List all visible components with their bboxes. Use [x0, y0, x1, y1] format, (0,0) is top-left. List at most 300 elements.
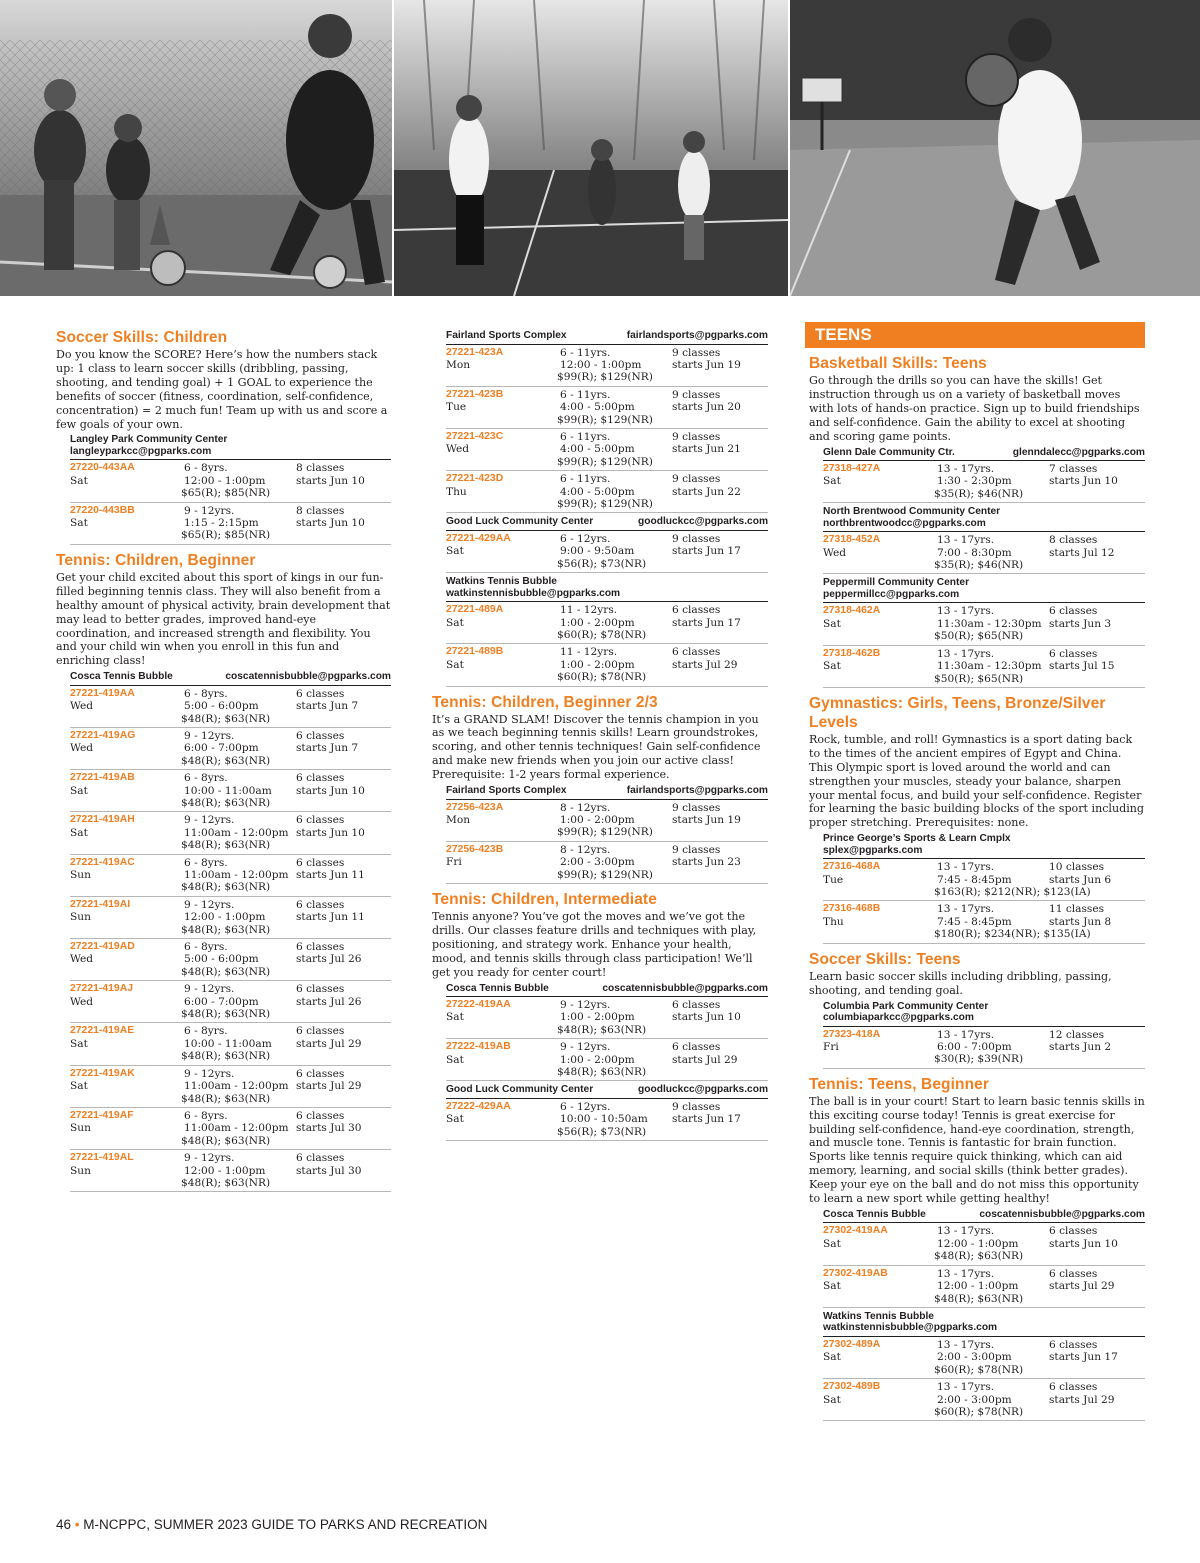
class-listing[interactable] [823, 1379, 1145, 1421]
class-fee: $99(R); $129(NR) [557, 868, 653, 881]
class-fee: $99(R); $129(NR) [557, 413, 653, 426]
section-title: Tennis: Children, Beginner 2/3 [432, 693, 658, 711]
class-code[interactable]: 27221-489B [446, 646, 504, 658]
class-time: 12:00 - 1:00pm [937, 1237, 1019, 1250]
class-spacer [446, 671, 560, 683]
class-fee: $48(R); $63(NR) [181, 1050, 271, 1063]
class-time: 1:00 - 2:00pm [560, 1011, 635, 1024]
class-day: Sat [823, 475, 841, 488]
class-code[interactable]: 27316-468B [823, 903, 881, 915]
section-title: Soccer Skills: Teens [809, 950, 961, 968]
class-listing[interactable] [446, 602, 768, 644]
class-time: 12:00 - 1:00pm [184, 1164, 266, 1177]
class-start: starts Jun 17 [672, 1113, 741, 1126]
class-start: starts Jul 29 [296, 1080, 362, 1093]
class-code[interactable]: 27221-419AG [70, 729, 136, 741]
column-middle [432, 327, 768, 1141]
class-age: 13 - 17yrs. [937, 903, 995, 916]
class-fee: $48(R); $63(NR) [181, 923, 271, 936]
class-count: 6 classes [672, 999, 721, 1012]
class-count: 9 classes [672, 1100, 721, 1113]
section-title: Basketball Skills: Teens [809, 355, 987, 372]
class-time: 10:00 - 11:00am [184, 1037, 272, 1050]
class-age: 13 - 17yrs. [937, 1381, 995, 1394]
class-code[interactable]: 27221-419AC [70, 856, 135, 868]
class-time: 7:45 - 8:45pm [937, 873, 1012, 886]
location-name: Good Luck Community Center [446, 1084, 594, 1096]
photo-strip [0, 0, 1200, 296]
class-listing[interactable] [70, 770, 391, 812]
class-listing[interactable] [70, 855, 391, 897]
location-email[interactable]: goodluckcc@pgparks.com [638, 516, 768, 528]
class-age: 13 - 17yrs. [937, 463, 995, 476]
class-count: 11 classes [1049, 903, 1105, 916]
class-count: 8 classes [296, 462, 345, 475]
class-code[interactable]: 27323-418A [823, 1028, 881, 1040]
class-age: 9 - 12yrs. [184, 504, 235, 517]
class-day: Fri [823, 1040, 839, 1053]
class-fee: $48(R); $63(NR) [557, 1023, 647, 1036]
class-start: starts Jun 10 [296, 784, 365, 797]
class-listing[interactable] [823, 461, 1145, 503]
section-title: Gymnastics: Girls, Teens, Bronze/Silver Levels [809, 694, 1106, 731]
location-header [446, 785, 768, 800]
class-listing[interactable] [70, 460, 391, 502]
class-listing[interactable] [823, 603, 1145, 645]
class-age: 6 - 8yrs. [184, 687, 228, 700]
class-time: 1:30 - 2:30pm [937, 475, 1012, 488]
class-code[interactable]: 27256-423A [446, 801, 504, 813]
column-right [809, 322, 1145, 1421]
class-start: starts Jul 26 [296, 995, 362, 1008]
class-time: 6:00 - 7:00pm [937, 1040, 1012, 1053]
class-age: 6 - 11yrs. [560, 346, 611, 359]
class-listing[interactable] [70, 686, 391, 728]
class-count: 9 classes [672, 532, 721, 545]
class-day: Tue [446, 401, 467, 414]
location-email[interactable]: watkinstennisbubble@pgparks.com [446, 587, 621, 599]
class-start: starts Jun 10 [1049, 475, 1118, 488]
location-header [823, 506, 1145, 532]
class-listing[interactable] [446, 842, 768, 884]
location-header [823, 1001, 1145, 1027]
class-spacer [823, 559, 937, 571]
location-row [446, 983, 768, 995]
class-time: 2:00 - 3:00pm [560, 856, 635, 869]
class-code[interactable]: 27302-419AA [823, 1225, 888, 1237]
class-code[interactable]: 27302-489A [823, 1338, 881, 1350]
class-spacer [70, 713, 184, 725]
class-time: 7:00 - 8:30pm [937, 546, 1012, 559]
class-start: starts Jun 7 [296, 742, 359, 755]
location-email[interactable]: peppermillcc@pgparks.com [823, 588, 960, 600]
class-age: 6 - 8yrs. [184, 856, 228, 869]
class-count: 6 classes [1049, 1381, 1098, 1394]
location-header [446, 516, 768, 531]
location-email[interactable]: fairlandsports@pgparks.com [626, 785, 768, 797]
location-name: Watkins Tennis Bubble [823, 1310, 934, 1322]
class-start: starts Jun 19 [672, 358, 741, 371]
class-code[interactable]: 27222-419AB [446, 1041, 511, 1053]
class-code[interactable]: 27256-423B [446, 843, 504, 855]
class-age: 6 - 8yrs. [184, 462, 228, 475]
section-description: Tennis anyone? You’ve got the moves and we’ve got the drills. Our classes feature drills and techniques with play, positioning, and strategy work. Enhance your health, mood, and tennis skills through class participation! We’ll get you ready for center court! [432, 910, 757, 979]
class-day: Wed [70, 995, 94, 1008]
location-name: Peppermill Community Center [823, 577, 970, 589]
class-listing[interactable] [70, 728, 391, 770]
soccer-photo [0, 0, 392, 296]
class-time: 1:15 - 2:15pm [184, 517, 259, 530]
class-code[interactable]: 27316-468A [823, 861, 881, 873]
class-start: starts Jun 10 [296, 517, 365, 530]
class-count: 8 classes [1049, 534, 1098, 547]
class-time: 10:00 - 11:00am [184, 784, 272, 797]
class-time: 11:00am - 12:00pm [184, 826, 289, 839]
class-count: 9 classes [672, 346, 721, 359]
class-age: 6 - 8yrs. [184, 1025, 228, 1038]
class-start: starts Jul 29 [672, 1053, 738, 1066]
section-description: The ball is in your court! Start to learn basic tennis skills in this exciting course today! Tennis is great exercise for building self-confidence, hand-eye coordination, strength, and muscle tone. Tennis is fantastic for brain function. Sports like tennis require quick thinking, which can aid memory, learning, and social skills (think better grades). Keep your eye on the ball and do not miss this opportunity to learn a new sport while getting healthy! [809, 1094, 1145, 1206]
class-listing[interactable] [446, 531, 768, 573]
class-count: 6 classes [296, 687, 345, 700]
location-name: Good Luck Community Center [446, 516, 594, 528]
class-time: 12:00 - 1:00pm [184, 474, 266, 487]
class-count: 7 classes [1049, 463, 1098, 476]
class-spacer [70, 924, 184, 936]
class-start: starts Jul 29 [296, 1037, 362, 1050]
class-age: 6 - 8yrs. [184, 941, 228, 954]
class-listing[interactable] [446, 1099, 768, 1141]
class-count: 12 classes [1049, 1028, 1105, 1041]
class-listing[interactable] [823, 1266, 1145, 1308]
location-name: North Brentwood Community Center [823, 506, 1001, 518]
class-start: starts Jun 17 [672, 616, 741, 629]
class-count: 6 classes [672, 646, 721, 659]
class-spacer [446, 1126, 560, 1138]
class-fee: $48(R); $63(NR) [557, 1066, 647, 1079]
location-email[interactable]: coscatennisbubble@pgparks.com [602, 982, 768, 994]
class-day: Sat [823, 1351, 841, 1364]
class-count: 6 classes [1049, 1267, 1098, 1280]
class-listing[interactable] [70, 1023, 391, 1065]
class-spacer [446, 371, 560, 383]
class-start: starts Jun 11 [296, 869, 365, 881]
class-spacer [823, 1053, 937, 1065]
class-age: 6 - 8yrs. [184, 772, 228, 785]
class-start: starts Jun 20 [672, 401, 741, 414]
class-code[interactable]: 27221-419AD [70, 941, 135, 953]
class-spacer [70, 797, 184, 809]
class-time: 12:00 - 1:00pm [937, 1280, 1019, 1293]
class-age: 11 - 12yrs. [560, 604, 618, 617]
class-code[interactable]: 27221-429AA [446, 532, 511, 544]
class-day: Sat [446, 1053, 464, 1066]
class-age: 13 - 17yrs. [937, 1338, 995, 1351]
location-header [823, 833, 1145, 859]
class-code[interactable]: 27222-429AA [446, 1100, 511, 1112]
class-code[interactable]: 27318-462A [823, 605, 881, 617]
class-day: Sun [70, 869, 91, 881]
class-code[interactable]: 27318-462B [823, 647, 881, 659]
class-code[interactable]: 27221-419AJ [70, 983, 133, 995]
location-email[interactable]: coscatennisbubble@pgparks.com [225, 671, 391, 683]
location-email[interactable]: langleyparkcc@pgparks.com [70, 445, 212, 457]
class-listing[interactable] [70, 981, 391, 1023]
class-day: Sat [823, 617, 841, 630]
class-code[interactable]: 27221-419AB [70, 772, 135, 784]
class-code[interactable]: 27221-419AK [70, 1067, 135, 1079]
class-code[interactable]: 27318-452A [823, 534, 881, 546]
class-count: 10 classes [1049, 861, 1105, 874]
class-code[interactable]: 27221-423D [446, 473, 504, 485]
location-name: Langley Park Community Center [70, 434, 228, 446]
class-code[interactable]: 27221-423B [446, 388, 504, 400]
class-listing[interactable] [446, 429, 768, 471]
class-fee: $99(R); $129(NR) [557, 497, 653, 510]
section-description: Rock, tumble, and roll! Gymnastics is a sport dating back to the times of the ancient empires of Egypt and China. This Olympic sport is loved around the world and can strengthen your muscles, steady your balance, sharpen your mental focus, and build your self-confidence. Register for learning the basic building blocks of the sport including proper stretching. Prerequisites: none. [809, 732, 1145, 830]
class-fee: $50(R); $65(NR) [934, 672, 1024, 685]
class-fee: $48(R); $63(NR) [934, 1250, 1024, 1263]
class-time: 11:00am - 12:00pm [184, 869, 289, 881]
class-code[interactable]: 27221-419AL [70, 1152, 134, 1164]
class-listing[interactable] [446, 1039, 768, 1081]
class-day: Sun [70, 911, 91, 924]
class-listing[interactable] [446, 997, 768, 1039]
class-day: Mon [446, 813, 471, 826]
class-fee: $99(R); $129(NR) [557, 371, 653, 384]
location-email[interactable]: watkinstennisbubble@pgparks.com [823, 1322, 998, 1334]
class-listing[interactable] [446, 471, 768, 513]
class-spacer [70, 529, 184, 541]
class-fee: $99(R); $129(NR) [557, 826, 653, 839]
class-time: 7:45 - 8:45pm [937, 915, 1012, 928]
class-fee: $50(R); $65(NR) [934, 630, 1024, 643]
class-spacer [70, 1008, 184, 1020]
class-age: 9 - 12yrs. [184, 1067, 235, 1080]
class-age: 9 - 12yrs. [184, 729, 235, 742]
location-name: Prince George’s Sports & Learn Cmplx [823, 833, 1011, 845]
class-count: 6 classes [296, 856, 345, 869]
class-spacer [823, 1406, 937, 1418]
class-age: 6 - 11yrs. [560, 430, 611, 443]
class-age: 6 - 12yrs. [560, 1100, 611, 1113]
class-code[interactable]: 27302-419AB [823, 1267, 888, 1279]
class-count: 6 classes [296, 772, 345, 785]
class-spacer [446, 456, 560, 468]
class-start: starts Jun 8 [1049, 915, 1112, 928]
class-fee: $65(R); $85(NR) [181, 529, 271, 542]
class-count: 6 classes [1049, 1338, 1098, 1351]
class-start: starts Jun 10 [672, 1011, 741, 1024]
class-time: 4:00 - 5:00pm [560, 485, 635, 498]
class-spacer [823, 1250, 937, 1262]
class-spacer [446, 1066, 560, 1078]
location-header [823, 447, 1145, 462]
class-day: Sat [823, 1280, 841, 1293]
location-email[interactable]: coscatennisbubble@pgparks.com [979, 1208, 1145, 1220]
class-day: Sat [70, 474, 88, 487]
class-fee: $35(R); $46(NR) [934, 559, 1024, 572]
class-age: 13 - 17yrs. [937, 1028, 995, 1041]
class-time: 1:00 - 2:00pm [560, 616, 635, 629]
location-header [446, 330, 768, 345]
class-spacer [70, 881, 184, 893]
class-start: starts Jun 7 [296, 700, 359, 713]
class-fee: $60(R); $78(NR) [934, 1405, 1024, 1418]
class-listing[interactable] [823, 532, 1145, 574]
class-listing[interactable] [70, 503, 391, 545]
class-age: 11 - 12yrs. [560, 646, 618, 659]
class-day: Sat [446, 545, 464, 558]
location-row [446, 1084, 768, 1096]
class-code[interactable]: 27221-419AH [70, 814, 135, 826]
class-code[interactable]: 27221-423C [446, 430, 504, 442]
class-spacer [446, 498, 560, 510]
class-spacer [446, 414, 560, 426]
class-listing[interactable] [446, 345, 768, 387]
location-header [823, 577, 1145, 603]
location-name: Cosca Tennis Bubble [823, 1208, 926, 1220]
tennis-photo [394, 0, 788, 296]
class-start: starts Jun 19 [672, 813, 741, 826]
class-age: 9 - 12yrs. [184, 898, 235, 911]
class-start: starts Jun 22 [672, 485, 741, 498]
class-count: 9 classes [672, 801, 721, 814]
class-age: 9 - 12yrs. [560, 1041, 611, 1054]
class-start: starts Jun 21 [672, 443, 741, 456]
class-day: Fri [446, 856, 462, 869]
class-fee: $60(R); $78(NR) [557, 628, 647, 641]
class-start: starts Jul 30 [296, 1122, 362, 1135]
class-listing[interactable] [823, 1337, 1145, 1379]
class-listing[interactable] [823, 1027, 1145, 1069]
class-spacer [446, 558, 560, 570]
class-age: 8 - 12yrs. [560, 801, 611, 814]
class-fee: $48(R); $63(NR) [181, 712, 271, 725]
class-day: Sat [446, 1011, 464, 1024]
class-code[interactable]: 27221-419AA [70, 687, 135, 699]
class-start: starts Jun 6 [1049, 873, 1112, 886]
class-code[interactable]: 27220-443BB [70, 504, 135, 516]
class-fee: $35(R); $46(NR) [934, 487, 1024, 500]
class-start: starts Jul 15 [1049, 660, 1115, 673]
class-code[interactable]: 27221-423A [446, 346, 504, 358]
class-age: 6 - 11yrs. [560, 388, 611, 401]
class-time: 11:30am - 12:30pm [937, 617, 1042, 630]
class-age: 13 - 17yrs. [937, 534, 995, 547]
class-listing[interactable] [446, 387, 768, 429]
location-name: Fairland Sports Complex [446, 330, 567, 341]
location-email[interactable]: goodluckcc@pgparks.com [638, 1084, 768, 1096]
class-listing[interactable] [823, 859, 1145, 901]
class-code[interactable]: 27221-419AE [70, 1025, 135, 1037]
class-time: 1:00 - 2:00pm [560, 1053, 635, 1066]
class-day: Thu [446, 485, 467, 498]
location-name: Fairland Sports Complex [446, 785, 567, 797]
class-listing[interactable] [70, 1108, 391, 1150]
section-title: Soccer Skills: Children [56, 329, 228, 346]
class-day: Sat [70, 826, 88, 839]
class-age: 13 - 17yrs. [937, 1225, 995, 1238]
class-listing[interactable] [70, 939, 391, 981]
class-time: 5:00 - 6:00pm [184, 953, 259, 966]
class-listing[interactable] [823, 646, 1145, 688]
class-start: starts Jun 3 [1049, 617, 1112, 630]
class-count: 9 classes [672, 430, 721, 443]
class-code[interactable]: 27221-419AF [70, 1109, 134, 1121]
class-day: Wed [70, 742, 94, 755]
class-age: 9 - 12yrs. [560, 999, 611, 1012]
class-day: Wed [823, 546, 847, 559]
class-spacer [823, 488, 937, 500]
class-age: 9 - 12yrs. [184, 814, 235, 827]
class-fee: $48(R); $63(NR) [181, 796, 271, 809]
location-name: Cosca Tennis Bubble [446, 982, 549, 994]
class-fee: $163(R); $212(NR); $123(IA) [934, 886, 1091, 899]
location-email[interactable]: splex@pgparks.com [823, 844, 923, 856]
location-email[interactable]: glenndalecc@pgparks.com [1012, 446, 1145, 458]
class-code[interactable]: 27222-419AA [446, 999, 511, 1011]
footer-bullet: • [74, 1517, 80, 1532]
class-listing[interactable] [70, 897, 391, 939]
location-email[interactable]: northbrentwoodcc@pgparks.com [823, 517, 986, 529]
section-title: Tennis: Children, Beginner [56, 551, 256, 569]
location-header [70, 434, 391, 460]
location-header [446, 983, 768, 998]
class-spacer [70, 1135, 184, 1147]
location-name: Cosca Tennis Bubble [70, 671, 173, 683]
class-code[interactable]: 27302-489B [823, 1381, 881, 1393]
teens-banner: TEENS [805, 322, 1145, 348]
class-code[interactable]: 27221-489A [446, 604, 504, 616]
class-time: 11:00am - 12:00pm [184, 1080, 289, 1093]
class-listing[interactable] [446, 644, 768, 686]
class-day: Sat [70, 1037, 88, 1050]
class-day: Sat [446, 658, 464, 671]
location-email[interactable]: fairlandsports@pgparks.com [626, 330, 768, 341]
class-fee: $65(R); $85(NR) [181, 487, 271, 500]
class-fee: $48(R); $63(NR) [181, 1134, 271, 1147]
class-listing[interactable] [70, 1150, 391, 1192]
class-listing[interactable] [70, 1066, 391, 1108]
class-start: starts Jun 10 [296, 474, 365, 487]
class-code[interactable]: 27220-443AA [70, 462, 135, 474]
class-day: Thu [823, 915, 844, 928]
class-code[interactable]: 27318-427A [823, 463, 881, 475]
class-listing[interactable] [446, 800, 768, 842]
class-time: 6:00 - 7:00pm [184, 995, 259, 1008]
class-code[interactable]: 27221-419AI [70, 898, 131, 910]
class-listing[interactable] [823, 901, 1145, 943]
class-count: 9 classes [672, 388, 721, 401]
class-fee: $48(R); $63(NR) [181, 965, 271, 978]
class-count: 6 classes [672, 1041, 721, 1054]
basketball-photo [790, 0, 1200, 296]
section-title: Tennis: Teens, Beginner [809, 1075, 990, 1093]
class-start: starts Jul 29 [672, 658, 738, 671]
location-email[interactable]: columbiaparkcc@pgparks.com [823, 1012, 974, 1023]
class-count: 6 classes [296, 983, 345, 996]
class-time: 12:00 - 1:00pm [560, 358, 642, 371]
class-age: 13 - 17yrs. [937, 1267, 995, 1280]
class-start: starts Jun 10 [1049, 1237, 1118, 1250]
location-row [446, 330, 768, 342]
class-listing[interactable] [823, 1223, 1145, 1265]
class-time: 4:00 - 5:00pm [560, 443, 635, 456]
class-age: 9 - 12yrs. [184, 983, 235, 996]
class-start: starts Jul 29 [1049, 1393, 1115, 1406]
class-listing[interactable] [70, 812, 391, 854]
